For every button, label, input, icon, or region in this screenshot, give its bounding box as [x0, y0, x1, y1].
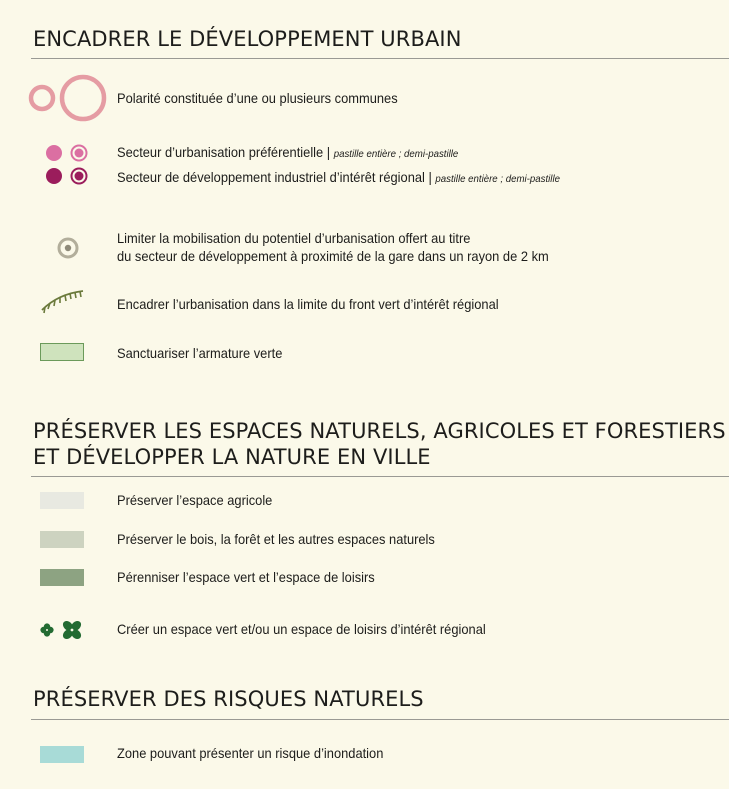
label-note: pastille entière ; demi-pastille — [333, 148, 459, 160]
legend-label-polarity: Polarité constituée d’une ou plusieurs communes — [117, 90, 398, 106]
label-text: Secteur de développement industriel d’intérêt régional — [117, 169, 425, 185]
separator: | — [424, 169, 436, 185]
clover-icon — [38, 617, 88, 643]
urbanisation-dots-icon — [44, 143, 92, 163]
station-target-icon — [56, 236, 80, 260]
green-front-line-icon — [38, 284, 88, 314]
espace-vert-swatch — [40, 569, 84, 586]
legend-label-inondation: Zone pouvant présenter un risque d’inondation — [117, 745, 384, 761]
label-note: pastille entière ; demi-pastille — [435, 173, 560, 185]
legend-label-station-line2: du secteur de développement à proximité de la gare dans un rayon de 2 km — [117, 248, 549, 264]
separator: | — [323, 144, 334, 160]
green-frame-swatch — [40, 343, 84, 361]
section-title-urbain: ENCADRER LE DÉVELOPPEMENT URBAIN — [33, 27, 462, 51]
section-title-risques: PRÉSERVER DES RISQUES NATURELS — [33, 687, 424, 711]
section-title-naturels-line2: ET DÉVELOPPER LA NATURE EN VILLE — [33, 445, 431, 469]
section-divider — [31, 719, 729, 720]
bois-swatch — [40, 531, 84, 548]
legend-label-bois: Préserver le bois, la forêt et les autres espaces naturels — [117, 531, 435, 547]
section-divider — [31, 476, 729, 477]
label-text: Secteur d’urbanisation préférentielle — [117, 144, 324, 160]
inondation-swatch — [40, 746, 84, 763]
agricole-swatch — [40, 492, 84, 509]
industrial-dots-icon — [44, 166, 92, 186]
legend-label-green-front: Encadrer l’urbanisation dans la limite du front vert d’intérêt régional — [117, 296, 499, 312]
legend-label-urbanisation — [117, 143, 458, 163]
legend-label-green-frame: Sanctuariser l’armature verte — [117, 345, 283, 361]
legend-label-clover: Créer un espace vert et/ou un espace de loisirs d’intérêt régional — [117, 621, 486, 637]
section-divider — [31, 58, 729, 59]
polarity-rings-icon — [26, 73, 110, 123]
legend-label-station-line1: Limiter la mobilisation du potentiel d’urbanisation offert au titre — [117, 230, 471, 246]
section-title-naturels-line1: PRÉSERVER LES ESPACES NATURELS, AGRICOLES ET FORESTIERS — [33, 419, 726, 443]
legend-label-industrial — [117, 168, 560, 188]
legend-label-espace-vert: Pérenniser l’espace vert et l’espace de loisirs — [117, 569, 375, 585]
legend-label-agricole: Préserver l’espace agricole — [117, 492, 273, 508]
